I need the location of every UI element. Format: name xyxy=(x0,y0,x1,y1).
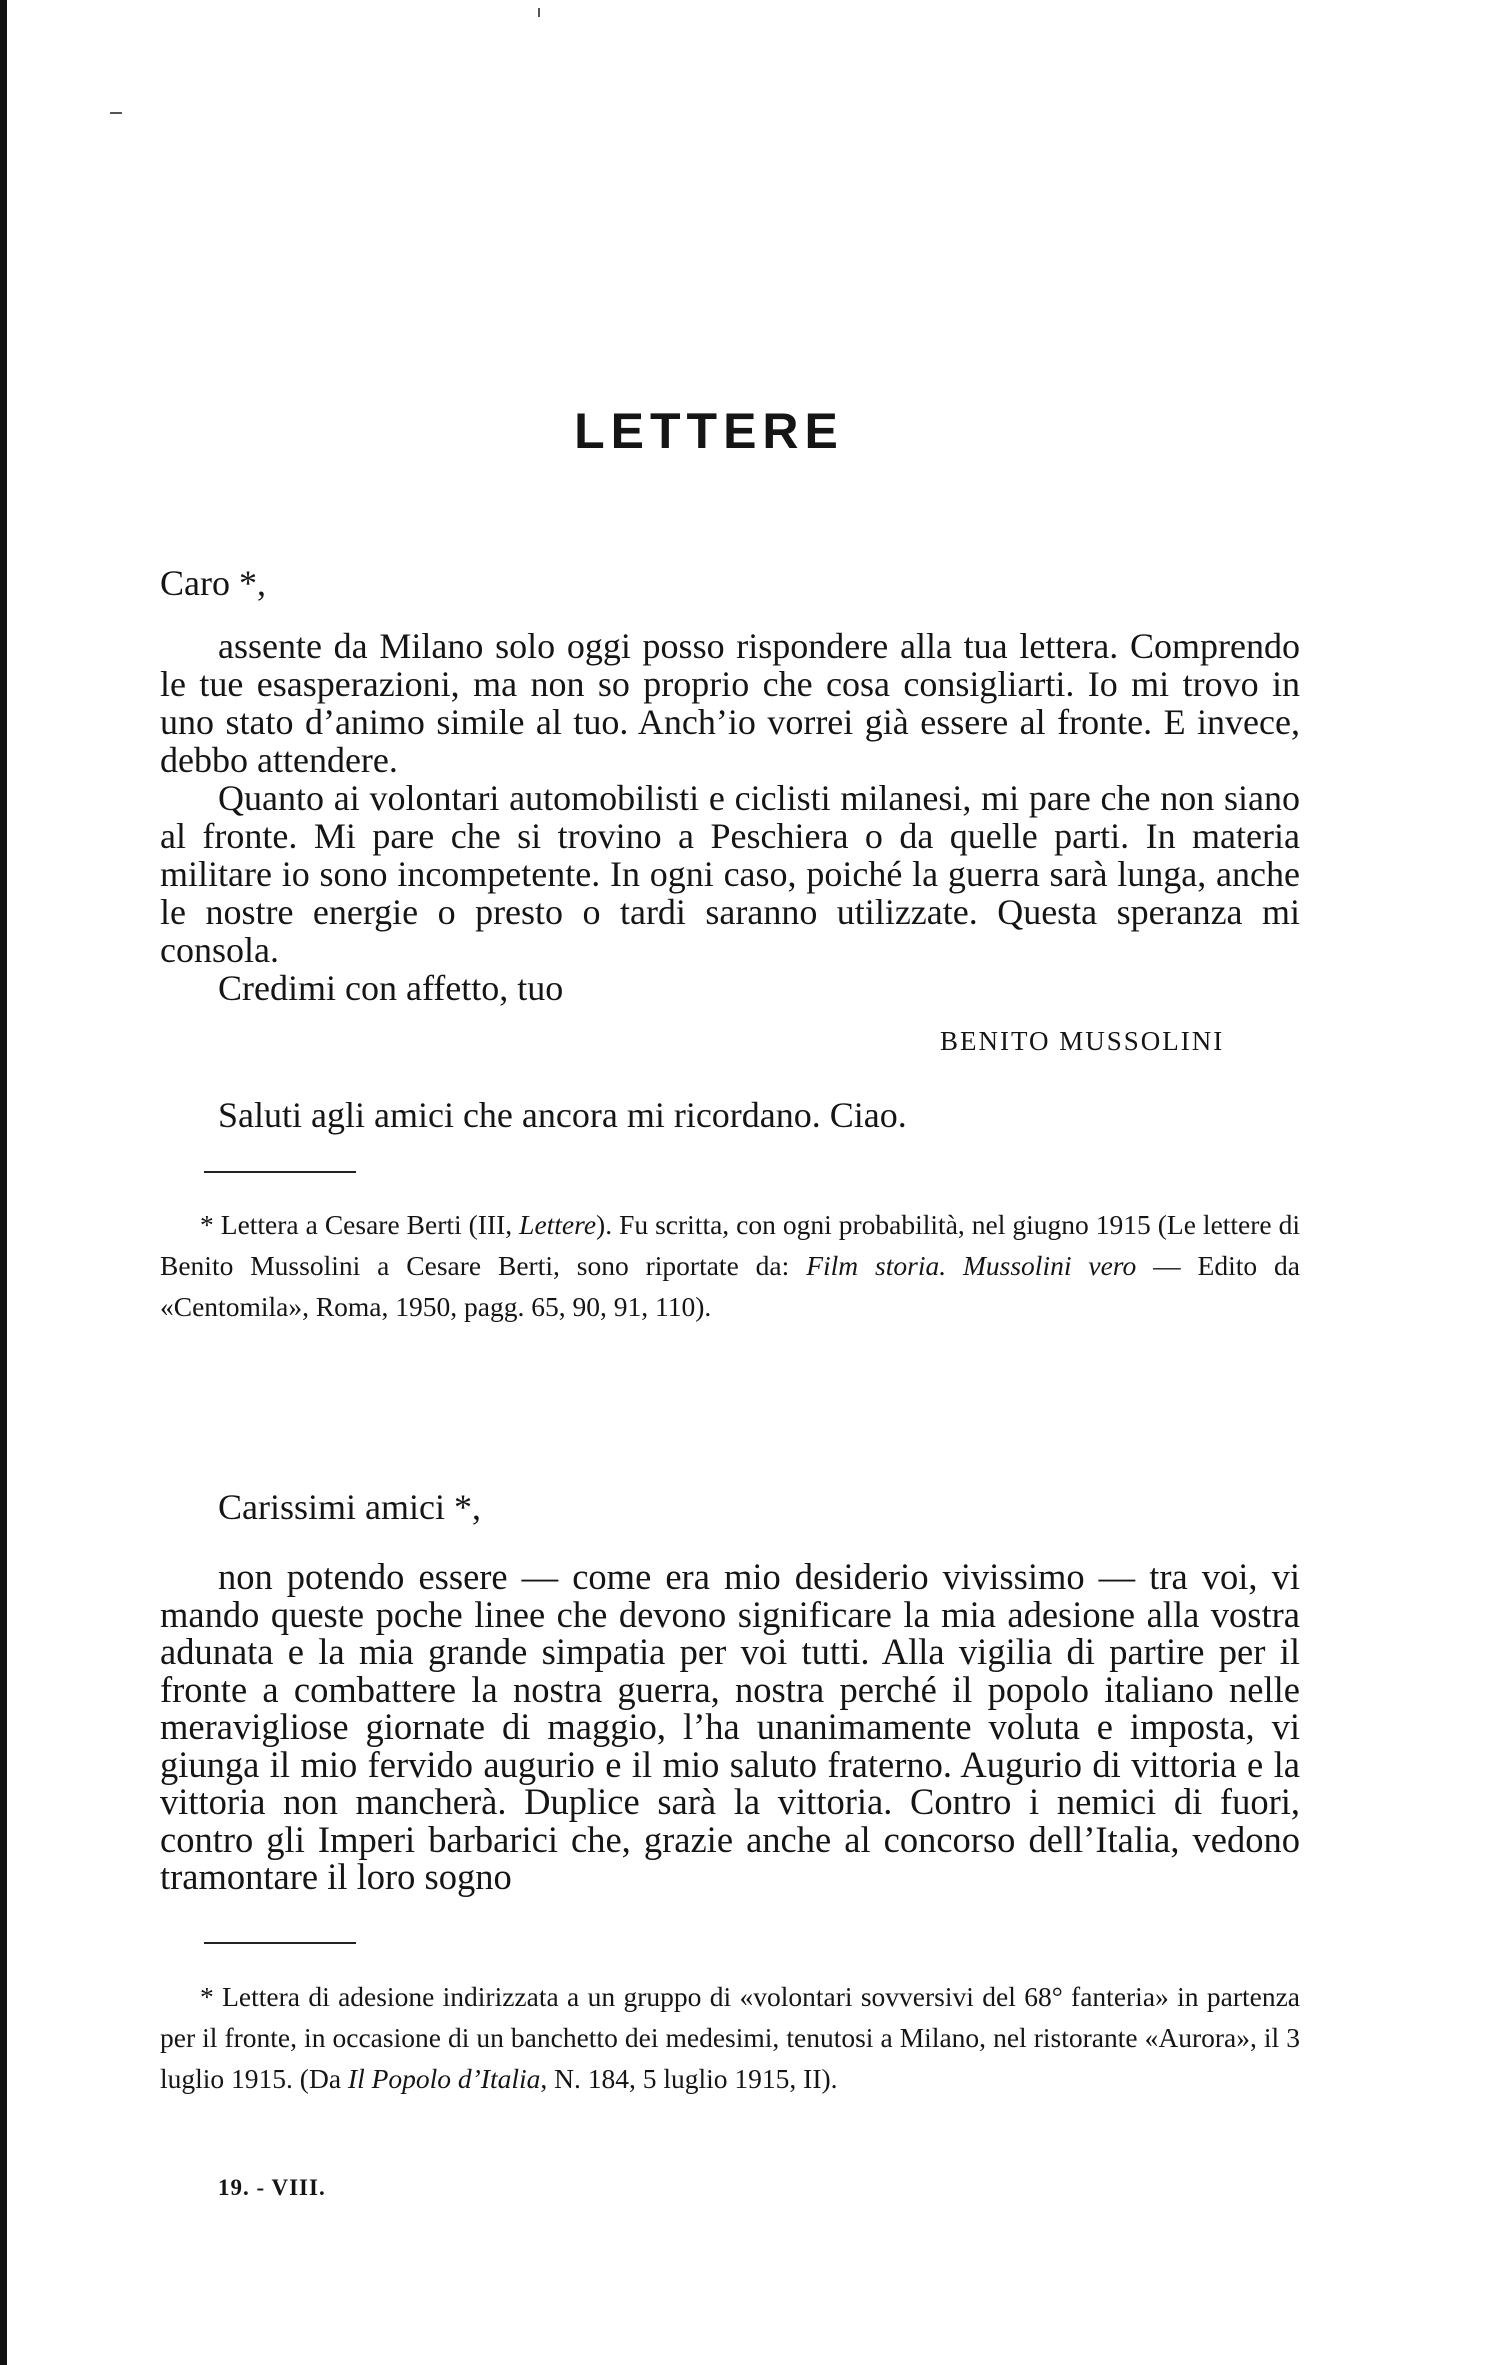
scan-edge xyxy=(0,0,7,2365)
footnote-text: — Edito da «Centomila», Roma, 1950, pagg. 65, 90, 91, 110). xyxy=(160,1250,1300,1322)
footnote-text: Lettera di adesione indirizzata a un gruppo di «volontari sovversivi del 68° fanteria» in partenza per il fronte, in occasione di un banchetto dei medesimi, tenutosi a Milano, nel ristorante «Aurora», il 3 luglio 1915. (Da xyxy=(160,1981,1300,2094)
letter1-salutation: Caro *, xyxy=(160,563,266,603)
footnote-rule xyxy=(204,1942,356,1944)
footnote-text: , N. 184, 5 luglio 1915, II). xyxy=(540,2063,838,2094)
scan-speck xyxy=(538,8,540,17)
footnote-rule xyxy=(204,1171,356,1173)
postscript: Saluti agli amici che ancora mi ricordano. Ciao. xyxy=(218,1095,907,1135)
folio-signature-mark: 19. - VIII. xyxy=(218,2175,326,2200)
letter2-paragraph: non potendo essere — come era mio desiderio vivissimo — tra voi, vi mando queste poche linee che devono significare la mia adesione alla vostra adunata e la mia grande simpatia per voi tutti. Alla vigilia di partire per il fronte a combattere la nostra guerra, nostra perché il popolo italiano nelle meravigliose giornate di maggio, l’ha unanimamente voluta e imposta, vi giunga il mio fervido augurio e il mio saluto fraterno. Augurio di vittoria e la vittoria non mancherà. Duplice sarà la vittoria. Contro i nemici di fuori, contro gli Imperi barbarici che, grazie anche al concorso dell’Italia, vedono tramontare il loro sogno xyxy=(160,1556,1300,1897)
footnote-italic: Lettere xyxy=(519,1209,597,1240)
letter1-body xyxy=(160,627,1300,1007)
footnote-2 xyxy=(160,1976,1300,2099)
footnote-1 xyxy=(160,1204,1300,1327)
letter2-salutation: Carissimi amici *, xyxy=(218,1487,481,1527)
footnote-italic: Il Popolo d’Italia xyxy=(347,2063,541,2094)
letter1-paragraph: assente da Milano solo oggi posso rispondere alla tua lettera. Comprendo le tue esasperazioni, ma non so proprio che cosa consigliarti. Io mi trovo in uno stato d’animo simile al tuo. Anch’io vorrei già essere al fronte. E invece, debbo attendere. xyxy=(160,626,1300,780)
footnote-star: * xyxy=(200,1209,214,1240)
footnote-star: * xyxy=(200,1981,214,2012)
footnote-text: Lettera a Cesare Berti (III, xyxy=(220,1209,520,1240)
letter2-body xyxy=(160,1558,1300,1896)
signature: BENITO MUSSOLINI xyxy=(940,1026,1225,1056)
footnote-italic: Film storia. Mussolini vero xyxy=(806,1250,1137,1281)
footnote-text: ). Fu scritta, con ogni probabilità, nel giugno 1915 (Le lettere di Benito Mussolini a Cesare Berti, sono riportate da: xyxy=(160,1209,1301,1281)
letter1-closing: Credimi con affetto, tuo xyxy=(218,968,564,1008)
letter1-paragraph: Quanto ai volontari automobilisti e ciclisti milanesi, mi pare che non siano al fronte. Mi pare che si trovino a Peschiera o da quelle parti. In materia militare io sono incompetente. In ogni caso, poiché la guerra sarà lunga, anche le nostre energie o presto o tardi saranno utilizzate. Questa speranza mi consola. xyxy=(160,778,1300,970)
scan-speck xyxy=(110,112,122,114)
page-title: LETTERE xyxy=(574,403,844,459)
